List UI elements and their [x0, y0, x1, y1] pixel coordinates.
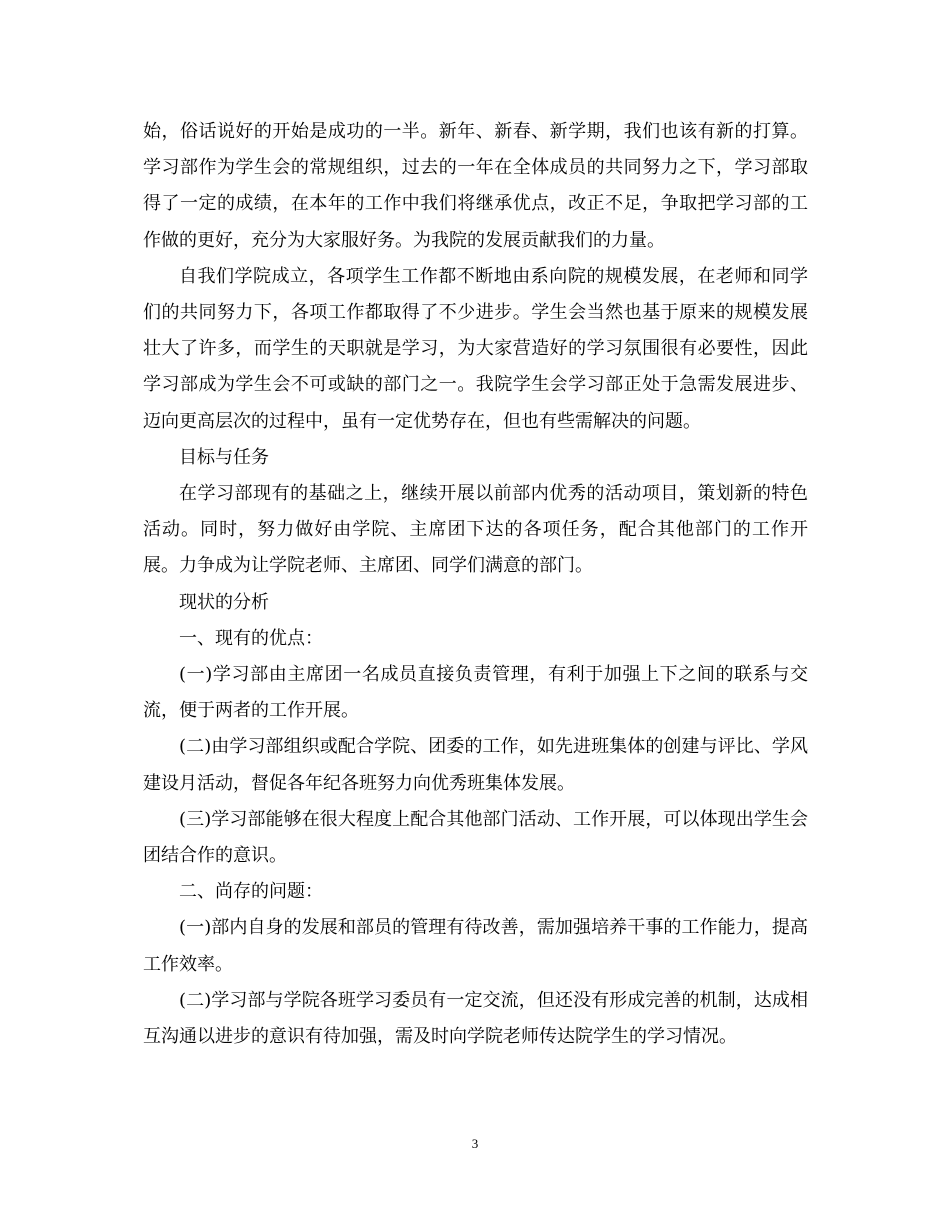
heading-existing-strengths: 一、现有的优点： — [179, 627, 323, 649]
document-body — [143, 114, 808, 1055]
page-number: 3 — [471, 1136, 479, 1151]
strength-item-3: (三)学习部能够在很大程度上配合其他部门活动、工作开展，可以体现出学生会团结合作的意识。 — [143, 808, 808, 867]
heading-goals-and-tasks: 目标与任务 — [179, 446, 269, 468]
paragraph-continuation: 始，俗话说好的开始是成功的一半。新年、新春、新学期，我们也该有新的打算。学习部作为学生会的常规组织，过去的一年在全体成员的共同努力之下，学习部取得了一定的成绩，在本年的工作中我们将继承优点，改正不足，争取把学习部的工作做的更好，充分为大家服好务。为我院的发展贡献我们的力量。 — [143, 121, 808, 251]
heading-status-analysis: 现状的分析 — [179, 591, 269, 613]
problem-item-2: (二)学习部与学院各班学习委员有一定交流，但还没有形成完善的机制，达成相互沟通以进步的意识有待加强，需及时向学院老师传达院学生的学习情况。 — [143, 989, 808, 1048]
problem-item-1: (一)部内自身的发展和部员的管理有待改善，需加强培养干事的工作能力，提高工作效率。 — [143, 917, 808, 975]
paragraph-background: 自我们学院成立，各项学生工作都不断地由系向院的规模发展，在老师和同学们的共同努力下，各项工作都取得了不少进步。学生会当然也基于原来的规模发展壮大了许多，而学生的天职就是学习，为大家营造好的学习氛围很有必要性，因此学习部成为学生会不可或缺的部门之一。我院学生会学习部正处于急需发展进步、迈向更高层次的过程中，虽有一定优势存在，但也有些需解决的问题。 — [143, 265, 808, 432]
strength-item-2: (二)由学习部组织或配合学院、团委的工作，如先进班集体的创建与评比、学风建设月活动，督促各年纪各班努力向优秀班集体发展。 — [143, 736, 808, 794]
paragraph-goals: 在学习部现有的基础之上，继续开展以前部内优秀的活动项目，策划新的特色活动。同时，努力做好由学院、主席团下达的各项任务，配合其他部门的工作开展。力争成为让学院老师、主席团、同学们满意的部门。 — [143, 483, 808, 577]
heading-remaining-problems: 二、尚存的问题： — [179, 881, 323, 903]
strength-item-1: (一)学习部由主席团一名成员直接负责管理，有利于加强上下之间的联系与交流，便于两者的工作开展。 — [143, 664, 808, 722]
